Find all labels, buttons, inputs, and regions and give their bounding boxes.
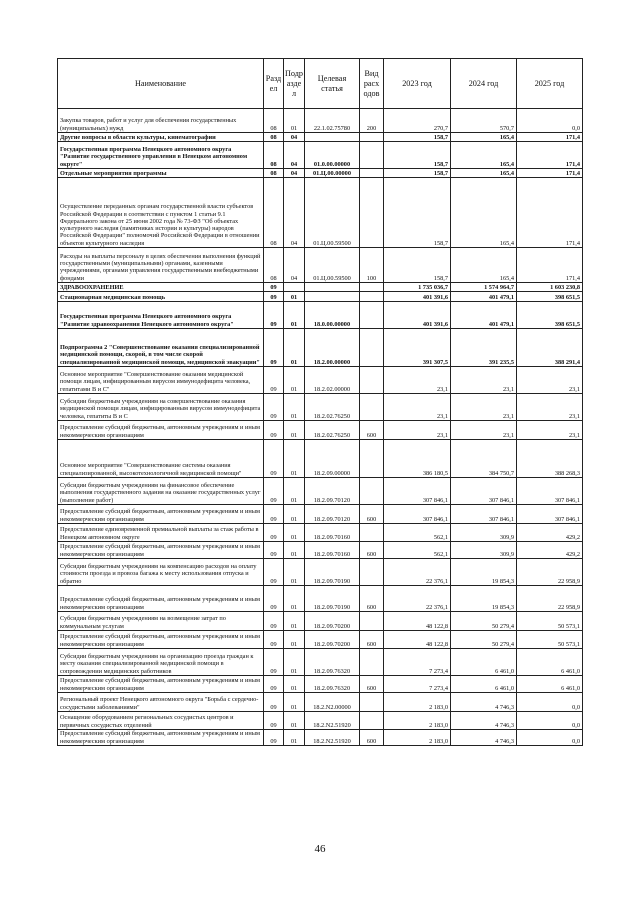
row-name: Осуществление переданных органам государственной власти субъектов Российской Федерации в соответствии с пунктом 1 статьи 9.1 Федерального закона от 25 июня 2002 года № 73-ФЗ "Об объектах культурного наследия (памятниках истории и культуры) народов Российской Федерации" полномочий Российской Федерации в отношении объектов культурного наследия bbox=[58, 178, 264, 248]
table-row bbox=[58, 329, 583, 367]
table-row bbox=[58, 730, 583, 746]
row-target-article: 18.2.09.76320 bbox=[305, 649, 360, 676]
row-value-2024: 401 479,1 bbox=[451, 292, 517, 302]
row-podrazdel: 01 bbox=[284, 559, 305, 586]
row-target-article bbox=[305, 292, 360, 302]
row-target-article bbox=[305, 133, 360, 142]
row-podrazdel: 01 bbox=[284, 367, 305, 394]
row-razdel: 09 bbox=[264, 612, 284, 631]
row-value-2025: 0,0 bbox=[517, 109, 583, 133]
row-value-2024: 6 461,0 bbox=[451, 676, 517, 693]
row-podrazdel: 01 bbox=[284, 394, 305, 421]
row-expense-type bbox=[360, 693, 384, 712]
row-value-2024: 6 461,0 bbox=[451, 649, 517, 676]
row-value-2023: 158,7 bbox=[384, 248, 451, 283]
row-target-article: 18.2.09.70120 bbox=[305, 505, 360, 524]
budget-table-sheet bbox=[57, 58, 582, 746]
table-row bbox=[58, 542, 583, 559]
header-year-2025: 2025 год bbox=[517, 59, 583, 109]
row-target-article: 18.2.02.76250 bbox=[305, 421, 360, 440]
row-target-article: 01.Ц.00.00000 bbox=[305, 169, 360, 178]
row-value-2025: 50 573,1 bbox=[517, 612, 583, 631]
row-value-2023: 7 273,4 bbox=[384, 649, 451, 676]
table-row bbox=[58, 676, 583, 693]
row-value-2024: 4 746,3 bbox=[451, 693, 517, 712]
row-podrazdel: 01 bbox=[284, 649, 305, 676]
row-value-2023: 158,7 bbox=[384, 142, 451, 169]
row-value-2024: 165,4 bbox=[451, 178, 517, 248]
row-target-article: 18.2.09.70190 bbox=[305, 559, 360, 586]
row-razdel: 08 bbox=[264, 169, 284, 178]
table-row bbox=[58, 248, 583, 283]
row-razdel: 09 bbox=[264, 712, 284, 730]
row-razdel: 09 bbox=[264, 524, 284, 542]
row-podrazdel: 01 bbox=[284, 292, 305, 302]
row-expense-type bbox=[360, 612, 384, 631]
page-number: 46 bbox=[314, 843, 326, 855]
row-target-article: 18.2.09.70160 bbox=[305, 542, 360, 559]
table-row bbox=[58, 394, 583, 421]
row-name: Предоставление субсидий бюджетным, автономным учреждениям и иным некоммерческим организациям bbox=[58, 586, 264, 612]
row-podrazdel: 01 bbox=[284, 478, 305, 505]
row-expense-type bbox=[360, 440, 384, 478]
row-name: Расходы на выплаты персоналу в целях обеспечения выполнения функций государственными (муниципальными) органами, казенными учреждениями, органами управления государственными внебюджетными фондами bbox=[58, 248, 264, 283]
row-value-2024: 165,4 bbox=[451, 133, 517, 142]
row-name: Предоставление единовременной премиальной выплаты за стаж работы в Ненецком автономном округе bbox=[58, 524, 264, 542]
row-expense-type bbox=[360, 169, 384, 178]
header-name: Наименование bbox=[58, 59, 264, 109]
row-target-article: 18.2.09.70200 bbox=[305, 612, 360, 631]
row-value-2025: 388 268,3 bbox=[517, 440, 583, 478]
row-name: Основное мероприятие "Совершенствование оказания медицинской помощи лицам, инфицированным вирусом иммунодефицита человека, гепатитами В и С" bbox=[58, 367, 264, 394]
row-podrazdel: 01 bbox=[284, 612, 305, 631]
row-value-2024: 23,1 bbox=[451, 394, 517, 421]
row-value-2023: 307 846,1 bbox=[384, 478, 451, 505]
row-razdel: 08 bbox=[264, 178, 284, 248]
row-expense-type: 600 bbox=[360, 505, 384, 524]
table-row bbox=[58, 178, 583, 248]
row-expense-type: 600 bbox=[360, 676, 384, 693]
row-podrazdel: 01 bbox=[284, 524, 305, 542]
row-value-2023: 22 376,1 bbox=[384, 559, 451, 586]
row-value-2024: 307 846,1 bbox=[451, 478, 517, 505]
row-value-2023: 23,1 bbox=[384, 421, 451, 440]
row-razdel: 09 bbox=[264, 649, 284, 676]
row-target-article: 22.1.02.75780 bbox=[305, 109, 360, 133]
row-value-2023: 270,7 bbox=[384, 109, 451, 133]
row-podrazdel: 04 bbox=[284, 169, 305, 178]
row-name: Основное мероприятие "Совершенствование системы оказания специализированной, высокотехнологичной медицинской помощи" bbox=[58, 440, 264, 478]
table-row bbox=[58, 283, 583, 292]
row-expense-type bbox=[360, 292, 384, 302]
row-name: Другие вопросы в области культуры, кинематографии bbox=[58, 133, 264, 142]
header-target-article: Целевая статья bbox=[305, 59, 360, 109]
row-value-2024: 570,7 bbox=[451, 109, 517, 133]
row-value-2024: 165,4 bbox=[451, 248, 517, 283]
row-podrazdel: 04 bbox=[284, 142, 305, 169]
row-value-2023: 23,1 bbox=[384, 367, 451, 394]
row-value-2025: 171,4 bbox=[517, 248, 583, 283]
row-value-2025: 50 573,1 bbox=[517, 631, 583, 649]
row-razdel: 09 bbox=[264, 394, 284, 421]
row-value-2025: 22 958,9 bbox=[517, 559, 583, 586]
row-podrazdel: 01 bbox=[284, 109, 305, 133]
table-row bbox=[58, 142, 583, 169]
row-value-2025: 307 846,1 bbox=[517, 505, 583, 524]
row-value-2024: 23,1 bbox=[451, 421, 517, 440]
table-row bbox=[58, 440, 583, 478]
row-value-2024: 50 279,4 bbox=[451, 612, 517, 631]
row-value-2023: 562,1 bbox=[384, 524, 451, 542]
table-row bbox=[58, 649, 583, 676]
row-target-article: 18.2.09.00000 bbox=[305, 440, 360, 478]
row-target-article: 18.2.02.76250 bbox=[305, 394, 360, 421]
row-value-2024: 384 750,7 bbox=[451, 440, 517, 478]
table-row bbox=[58, 367, 583, 394]
table-row bbox=[58, 586, 583, 612]
row-value-2024: 23,1 bbox=[451, 367, 517, 394]
table-header-row bbox=[58, 59, 583, 109]
header-year-2024: 2024 год bbox=[451, 59, 517, 109]
row-target-article: 01.0.00.00000 bbox=[305, 142, 360, 169]
row-podrazdel: 01 bbox=[284, 421, 305, 440]
row-name: Подпрограмма 2 "Совершенствование оказания специализированной медицинской помощи, скорой, в том числе скорой специализированной медицинской помощи, медицинской эвакуации" bbox=[58, 329, 264, 367]
row-value-2024: 4 746,3 bbox=[451, 730, 517, 746]
row-target-article: 18.2.N2.51920 bbox=[305, 712, 360, 730]
row-target-article: 18.2.02.00000 bbox=[305, 367, 360, 394]
header-year-2023: 2023 год bbox=[384, 59, 451, 109]
row-podrazdel: 01 bbox=[284, 505, 305, 524]
row-podrazdel: 01 bbox=[284, 631, 305, 649]
row-target-article: 18.2.N2.00000 bbox=[305, 693, 360, 712]
row-target-article: 18.2.N2.51920 bbox=[305, 730, 360, 746]
row-razdel: 08 bbox=[264, 142, 284, 169]
row-value-2023: 2 183,0 bbox=[384, 693, 451, 712]
row-expense-type bbox=[360, 283, 384, 292]
row-podrazdel: 01 bbox=[284, 712, 305, 730]
row-value-2025: 1 603 230,8 bbox=[517, 283, 583, 292]
row-razdel: 09 bbox=[264, 730, 284, 746]
row-target-article: 01.Ц.00.59500 bbox=[305, 248, 360, 283]
row-value-2025: 22 958,9 bbox=[517, 586, 583, 612]
table-row bbox=[58, 559, 583, 586]
row-razdel: 09 bbox=[264, 505, 284, 524]
row-expense-type bbox=[360, 329, 384, 367]
row-value-2024: 19 854,3 bbox=[451, 559, 517, 586]
row-razdel: 09 bbox=[264, 440, 284, 478]
table-row bbox=[58, 693, 583, 712]
table-row bbox=[58, 478, 583, 505]
row-value-2023: 23,1 bbox=[384, 394, 451, 421]
row-name: Предоставление субсидий бюджетным, автономным учреждениям и иным некоммерческим организациям bbox=[58, 505, 264, 524]
row-value-2025: 0,0 bbox=[517, 693, 583, 712]
row-value-2025: 398 651,5 bbox=[517, 302, 583, 329]
table-row bbox=[58, 631, 583, 649]
row-expense-type bbox=[360, 178, 384, 248]
row-value-2025: 398 651,5 bbox=[517, 292, 583, 302]
row-razdel: 09 bbox=[264, 693, 284, 712]
row-expense-type: 100 bbox=[360, 248, 384, 283]
row-name: Субсидии бюджетным учреждениям на возмещение затрат по коммунальным услугам bbox=[58, 612, 264, 631]
row-expense-type bbox=[360, 142, 384, 169]
table-row bbox=[58, 109, 583, 133]
row-value-2023: 158,7 bbox=[384, 169, 451, 178]
row-value-2025: 6 461,0 bbox=[517, 676, 583, 693]
row-razdel: 08 bbox=[264, 133, 284, 142]
row-name: Предоставление субсидий бюджетным, автономным учреждениям и иным некоммерческим организациям bbox=[58, 730, 264, 746]
header-podrazdel: Подр азде л bbox=[284, 59, 305, 109]
row-value-2023: 391 307,5 bbox=[384, 329, 451, 367]
row-value-2025: 23,1 bbox=[517, 394, 583, 421]
row-name: Субсидии бюджетным учреждениям на компенсацию расходов на оплату стоимости проезда и провоза багажа к месту использования отпуска и обратно bbox=[58, 559, 264, 586]
row-value-2023: 2 183,0 bbox=[384, 730, 451, 746]
row-value-2024: 309,9 bbox=[451, 524, 517, 542]
row-expense-type: 200 bbox=[360, 109, 384, 133]
row-podrazdel bbox=[284, 283, 305, 292]
row-target-article: 18.0.00.00000 bbox=[305, 302, 360, 329]
row-value-2023: 2 183,0 bbox=[384, 712, 451, 730]
row-value-2025: 171,4 bbox=[517, 133, 583, 142]
row-value-2025: 23,1 bbox=[517, 367, 583, 394]
row-value-2025: 388 291,4 bbox=[517, 329, 583, 367]
row-target-article: 18.2.09.70160 bbox=[305, 524, 360, 542]
row-value-2025: 0,0 bbox=[517, 730, 583, 746]
row-expense-type bbox=[360, 712, 384, 730]
row-value-2023: 48 122,8 bbox=[384, 631, 451, 649]
row-name: Предоставление субсидий бюджетным, автономным учреждениям и иным некоммерческим организациям bbox=[58, 421, 264, 440]
row-target-article: 18.2.09.70190 bbox=[305, 586, 360, 612]
row-value-2023: 158,7 bbox=[384, 133, 451, 142]
row-target-article bbox=[305, 283, 360, 292]
table-row bbox=[58, 712, 583, 730]
table-row bbox=[58, 292, 583, 302]
row-expense-type bbox=[360, 302, 384, 329]
row-podrazdel: 04 bbox=[284, 133, 305, 142]
row-razdel: 09 bbox=[264, 631, 284, 649]
row-name: Предоставление субсидий бюджетным, автономным учреждениям и иным некоммерческим организациям bbox=[58, 631, 264, 649]
row-value-2024: 391 235,5 bbox=[451, 329, 517, 367]
row-value-2023: 22 376,1 bbox=[384, 586, 451, 612]
row-podrazdel: 01 bbox=[284, 440, 305, 478]
row-value-2024: 165,4 bbox=[451, 169, 517, 178]
row-razdel: 09 bbox=[264, 302, 284, 329]
row-razdel: 08 bbox=[264, 248, 284, 283]
row-razdel: 09 bbox=[264, 542, 284, 559]
row-podrazdel: 01 bbox=[284, 542, 305, 559]
table-row bbox=[58, 524, 583, 542]
row-razdel: 08 bbox=[264, 109, 284, 133]
row-name: Предоставление субсидий бюджетным, автономным учреждениям и иным некоммерческим организациям bbox=[58, 542, 264, 559]
row-value-2024: 165,4 bbox=[451, 142, 517, 169]
table-body bbox=[58, 109, 583, 746]
row-value-2025: 171,4 bbox=[517, 142, 583, 169]
row-razdel: 09 bbox=[264, 586, 284, 612]
row-razdel: 09 bbox=[264, 329, 284, 367]
row-expense-type bbox=[360, 524, 384, 542]
row-value-2025: 6 461,0 bbox=[517, 649, 583, 676]
row-target-article: 01.Ц.00.59500 bbox=[305, 178, 360, 248]
row-name: Отдельные мероприятия программы bbox=[58, 169, 264, 178]
row-name: Государственная программа Ненецкого автономного округа "Развитие здравоохранения Ненецкого автономного округа" bbox=[58, 302, 264, 329]
row-name: ЗДРАВООХРАНЕНИЕ bbox=[58, 283, 264, 292]
row-target-article: 18.2.00.00000 bbox=[305, 329, 360, 367]
row-value-2024: 1 574 964,7 bbox=[451, 283, 517, 292]
row-name: Субсидии бюджетным учреждениям на организацию проезда граждан к месту оказания специализированной медицинской помощи в сопровождении медицинских работников bbox=[58, 649, 264, 676]
row-value-2025: 171,4 bbox=[517, 169, 583, 178]
row-podrazdel: 04 bbox=[284, 178, 305, 248]
row-value-2023: 386 180,5 bbox=[384, 440, 451, 478]
row-value-2024: 19 854,3 bbox=[451, 586, 517, 612]
row-expense-type: 600 bbox=[360, 631, 384, 649]
row-value-2024: 307 846,1 bbox=[451, 505, 517, 524]
row-razdel: 09 bbox=[264, 478, 284, 505]
row-name: Субсидии бюджетным учреждениям на финансовое обеспечение выполнения государственного задания на оказание государственных услуг (выполнение работ) bbox=[58, 478, 264, 505]
row-podrazdel: 01 bbox=[284, 586, 305, 612]
row-expense-type bbox=[360, 649, 384, 676]
header-razdel: Разд ел bbox=[264, 59, 284, 109]
row-name: Субсидии бюджетным учреждениям на совершенствование оказания медицинской помощи лицам, инфицированным вирусом иммунодефицита человека, гепатиты В и С bbox=[58, 394, 264, 421]
row-razdel: 09 bbox=[264, 676, 284, 693]
row-value-2023: 7 273,4 bbox=[384, 676, 451, 693]
table-row bbox=[58, 612, 583, 631]
row-expense-type bbox=[360, 367, 384, 394]
row-value-2023: 307 846,1 bbox=[384, 505, 451, 524]
row-value-2025: 307 846,1 bbox=[517, 478, 583, 505]
row-value-2023: 158,7 bbox=[384, 178, 451, 248]
row-expense-type: 600 bbox=[360, 586, 384, 612]
table-row bbox=[58, 421, 583, 440]
row-razdel: 09 bbox=[264, 292, 284, 302]
row-name: Закупка товаров, работ и услуг для обеспечения государственных (муниципальных) нужд bbox=[58, 109, 264, 133]
row-value-2023: 562,1 bbox=[384, 542, 451, 559]
row-value-2023: 401 391,6 bbox=[384, 292, 451, 302]
budget-table bbox=[57, 58, 583, 746]
row-podrazdel: 01 bbox=[284, 329, 305, 367]
row-expense-type: 600 bbox=[360, 730, 384, 746]
row-name: Оснащение оборудованием региональных сосудистых центров и первичных сосудистых отделений bbox=[58, 712, 264, 730]
row-value-2023: 1 735 036,7 bbox=[384, 283, 451, 292]
row-value-2024: 50 279,4 bbox=[451, 631, 517, 649]
row-expense-type: 600 bbox=[360, 542, 384, 559]
row-value-2024: 4 746,3 bbox=[451, 712, 517, 730]
table-row bbox=[58, 505, 583, 524]
row-value-2025: 0,0 bbox=[517, 712, 583, 730]
row-value-2024: 309,9 bbox=[451, 542, 517, 559]
row-razdel: 09 bbox=[264, 283, 284, 292]
row-razdel: 09 bbox=[264, 559, 284, 586]
row-expense-type bbox=[360, 559, 384, 586]
row-name: Региональный проект Ненецкого автономного округа "Борьба с сердечно-сосудистыми заболеваниями" bbox=[58, 693, 264, 712]
row-expense-type: 600 bbox=[360, 421, 384, 440]
row-podrazdel: 04 bbox=[284, 248, 305, 283]
table-row bbox=[58, 133, 583, 142]
row-podrazdel: 01 bbox=[284, 730, 305, 746]
row-value-2025: 171,4 bbox=[517, 178, 583, 248]
row-value-2025: 23,1 bbox=[517, 421, 583, 440]
row-target-article: 18.2.09.76320 bbox=[305, 676, 360, 693]
row-value-2023: 48 122,8 bbox=[384, 612, 451, 631]
row-target-article: 18.2.09.70200 bbox=[305, 631, 360, 649]
row-target-article: 18.2.09.70120 bbox=[305, 478, 360, 505]
row-value-2024: 401 479,1 bbox=[451, 302, 517, 329]
row-razdel: 09 bbox=[264, 421, 284, 440]
row-podrazdel: 01 bbox=[284, 302, 305, 329]
row-razdel: 09 bbox=[264, 367, 284, 394]
row-podrazdel: 01 bbox=[284, 693, 305, 712]
row-podrazdel: 01 bbox=[284, 676, 305, 693]
row-value-2023: 401 391,6 bbox=[384, 302, 451, 329]
row-name: Стационарная медицинская помощь bbox=[58, 292, 264, 302]
row-name: Предоставление субсидий бюджетным, автономным учреждениям и иным некоммерческим организациям bbox=[58, 676, 264, 693]
row-expense-type bbox=[360, 133, 384, 142]
row-value-2025: 429,2 bbox=[517, 524, 583, 542]
row-expense-type bbox=[360, 478, 384, 505]
row-expense-type bbox=[360, 394, 384, 421]
table-row bbox=[58, 169, 583, 178]
row-name: Государственная программа Ненецкого автономного округа "Развитие государственного управления в Ненецком автономном округе" bbox=[58, 142, 264, 169]
header-expense-type: Вид расх одов bbox=[360, 59, 384, 109]
row-value-2025: 429,2 bbox=[517, 542, 583, 559]
table-row bbox=[58, 302, 583, 329]
